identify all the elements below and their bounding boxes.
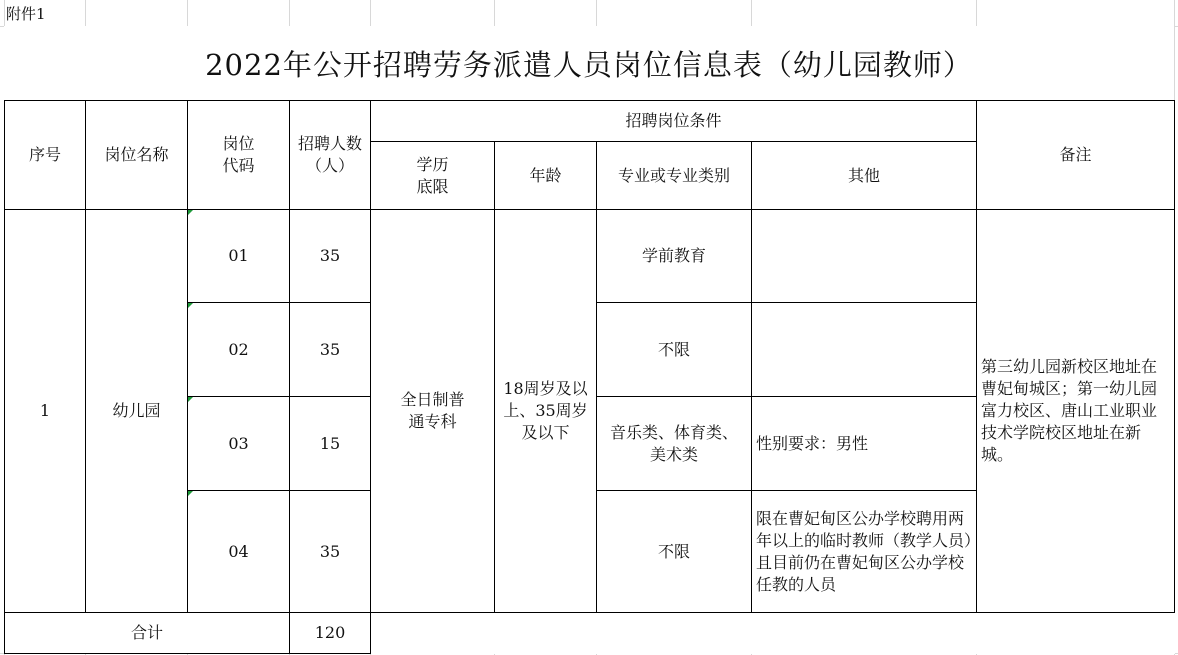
recruit-count-cell: 35 [290,210,371,303]
header-row [5,101,1175,142]
total-empty-cell [371,613,1175,654]
post-name-cell: 幼儿园 [86,210,188,613]
total-row [5,613,1175,654]
header-remarks: 备注 [977,101,1175,210]
job-info-table [4,100,1175,654]
major-cell: 学前教育 [597,210,752,303]
seq-cell: 1 [5,210,86,613]
age-cell: 18周岁及以 上、35周岁 及以下 [495,210,597,613]
page-title: 2022年公开招聘劳务派遣人员岗位信息表（幼儿园教师） [4,26,1174,100]
other-cell [752,303,977,397]
other-cell [752,210,977,303]
header-age: 年龄 [495,142,597,210]
other-cell: 性别要求：男性 [752,397,977,491]
major-cell: 不限 [597,303,752,397]
header-recruit-count: 招聘人数 （人） [290,101,371,210]
recruit-count-cell: 35 [290,303,371,397]
table-row [5,210,1175,303]
header-other: 其他 [752,142,977,210]
total-label: 合计 [5,613,290,654]
post-code-cell: 01 [188,210,290,303]
recruit-count-cell: 35 [290,491,371,613]
post-code-cell: 03 [188,397,290,491]
header-conditions: 招聘岗位条件 [371,101,977,142]
total-value: 120 [290,613,371,654]
education-cell: 全日制普 通专科 [371,210,495,613]
header-post-code: 岗位 代码 [188,101,290,210]
attachment-label: 附件1 [6,3,49,24]
major-cell: 不限 [597,491,752,613]
header-post-name: 岗位名称 [86,101,188,210]
post-code-cell: 02 [188,303,290,397]
header-seq: 序号 [5,101,86,210]
major-cell: 音乐类、体育类、 美术类 [597,397,752,491]
remarks-cell: 第三幼儿园新校区地址在曹妃甸城区；第一幼儿园富力校区、唐山工业职业技术学院校区地址在新城。 [977,210,1175,613]
header-major: 专业或专业类别 [597,142,752,210]
recruit-count-cell: 15 [290,397,371,491]
other-cell: 限在曹妃甸区公办学校聘用两年以上的临时教师（教学人员）且目前仍在曹妃甸区公办学校任教的人员 [752,491,977,613]
header-education: 学历 底限 [371,142,495,210]
post-code-cell: 04 [188,491,290,613]
